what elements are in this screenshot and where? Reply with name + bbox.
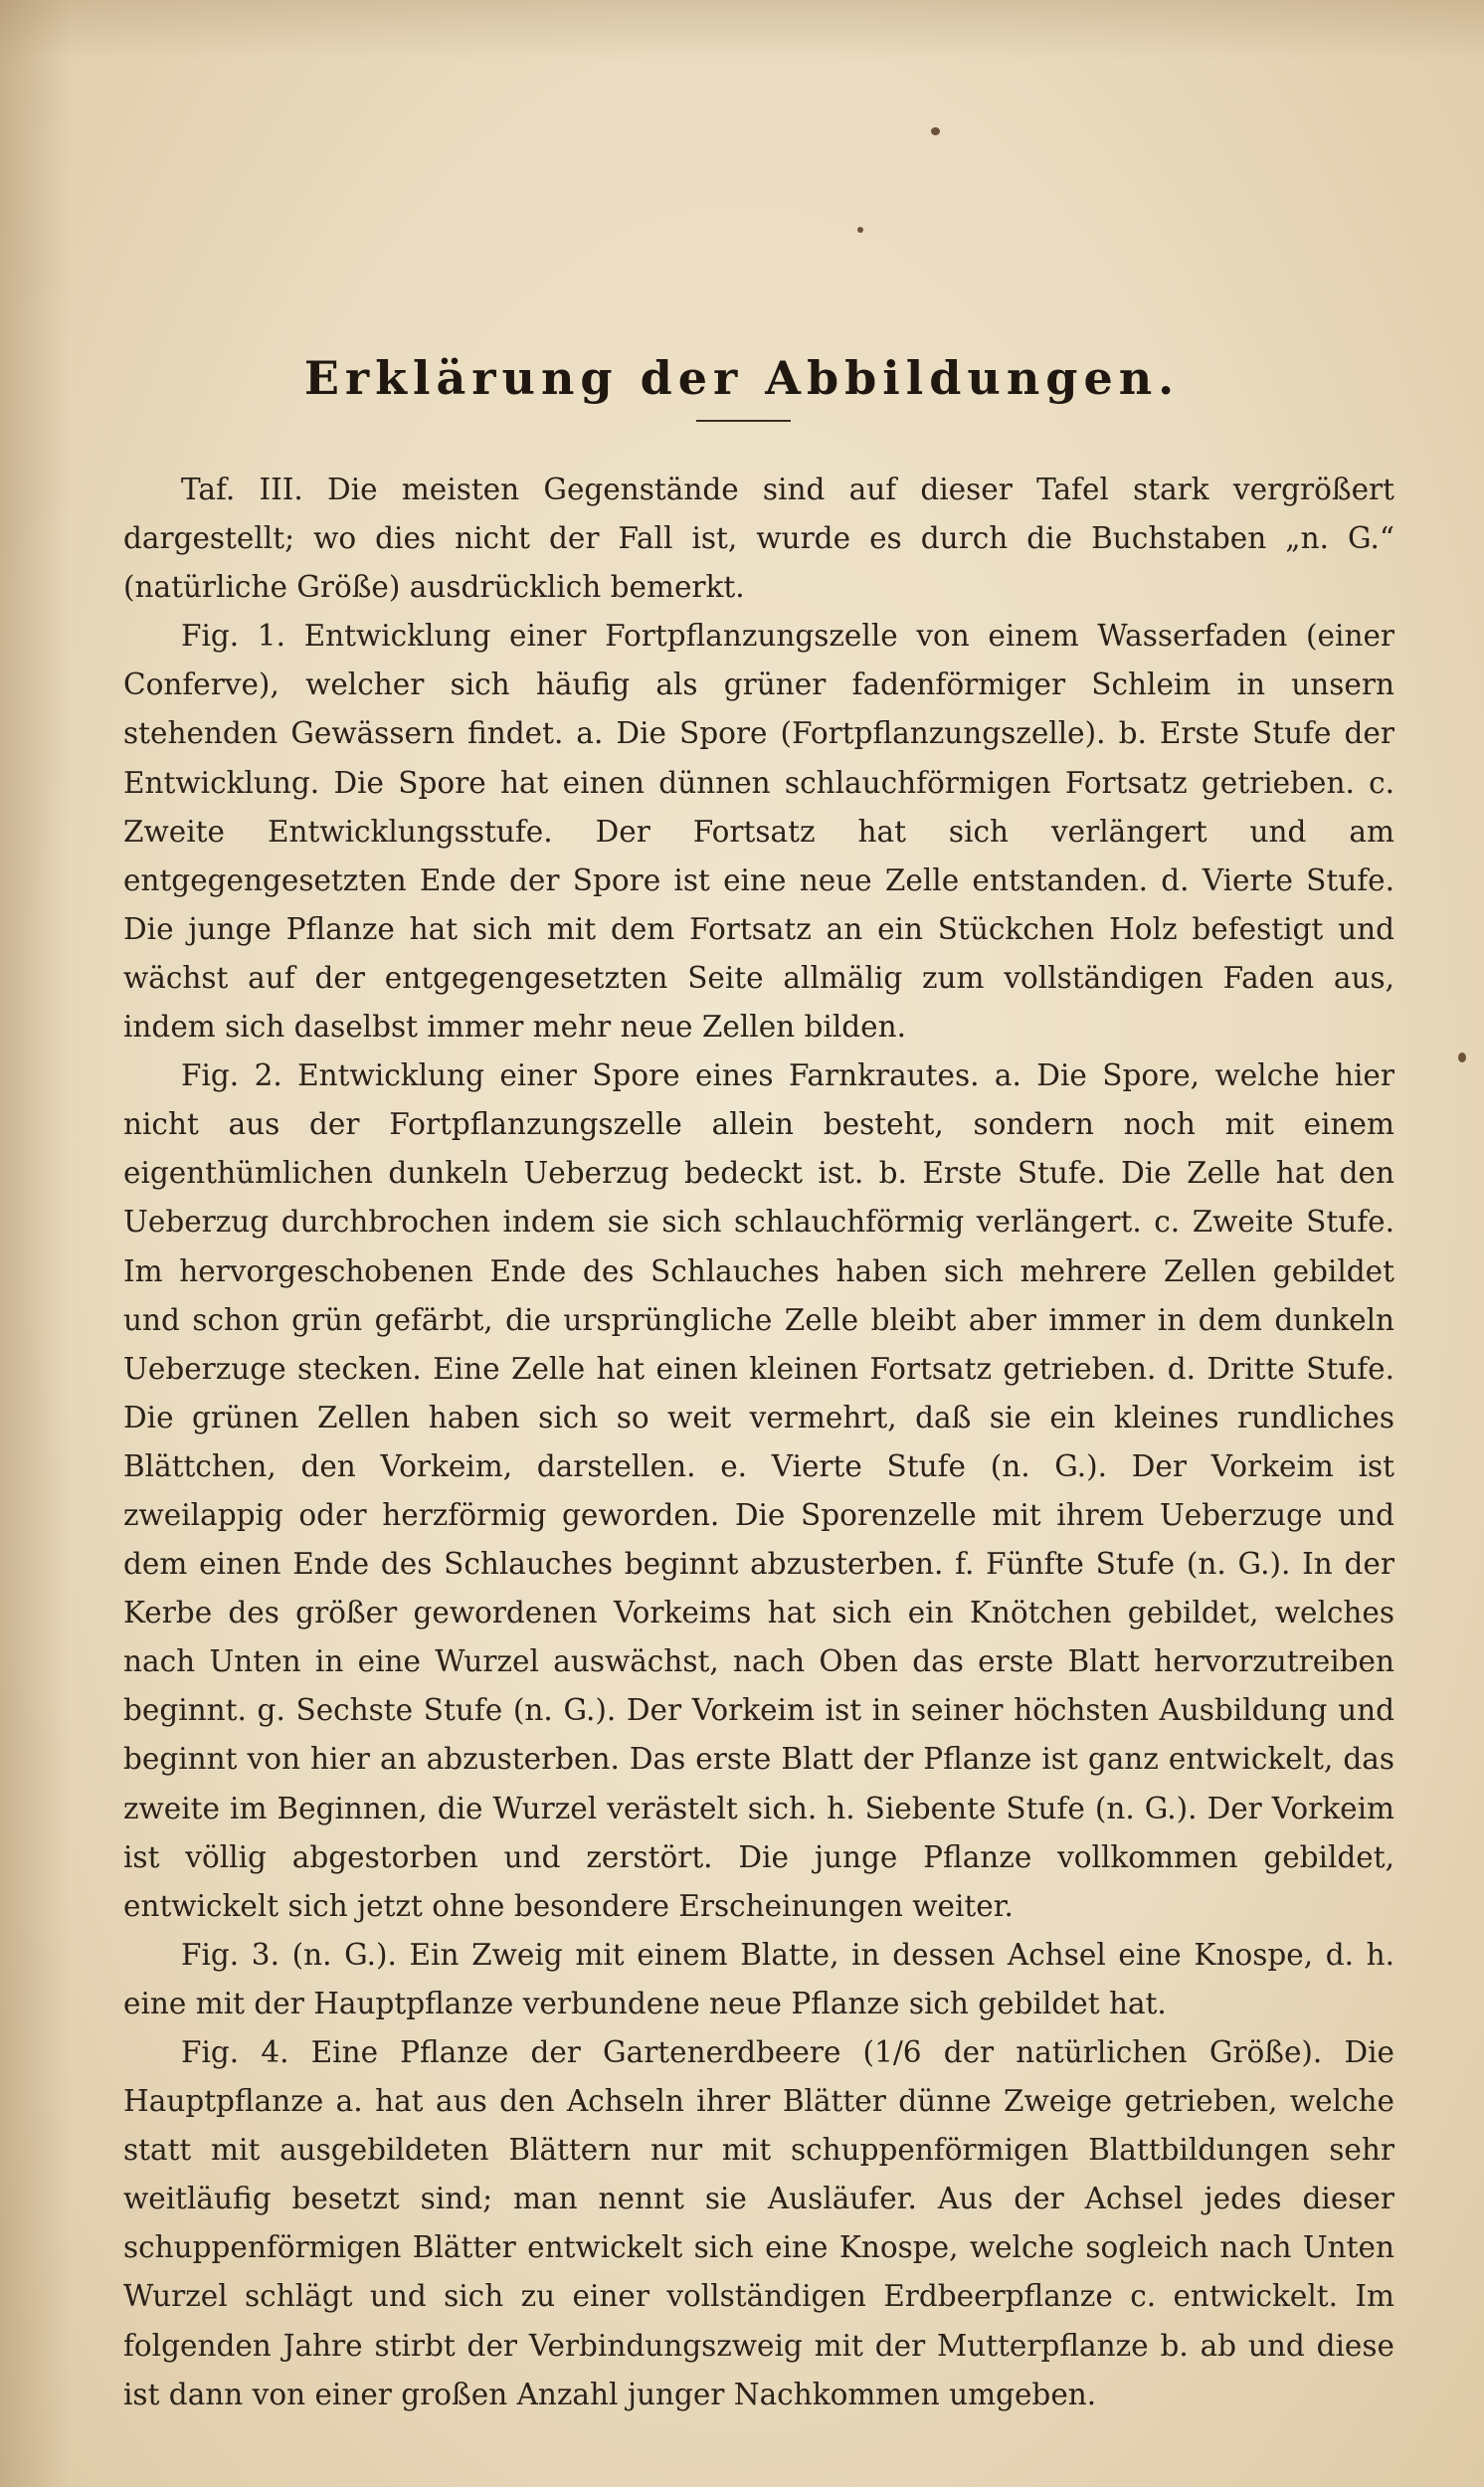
paragraph-fig-4: Fig. 4. Eine Pflanze der Gartenerdbeere (1/6 der natürlichen Größe). Die Hauptpflanze a. hat aus den Achseln ihrer Blätter dünne Zweige getrieben, welche statt mit ausgebildeten Blättern nur mit schuppenförmigen Blattbildungen sehr weitläufig besetzt sind; man nennt sie Ausläufer. Aus der Achsel jedes dieser schuppenförmigen Blätter entwickelt sich eine Knospe, welche sogleich nach Unten Wurzel schlägt und sich zu einer vollständigen Erdbeerpflanze c. entwickelt. Im folgenden Jahre stirbt der Verbindungszweig mit der Mutterpflanze b. ab und diese ist dann von einer großen Anzahl junger Nachkommen umgeben. (123, 2035, 1394, 2411)
paragraph-fig-2: Fig. 2. Entwicklung einer Spore eines Farnkrautes. a. Die Spore, welche hier nicht aus der Fortpflanzungszelle allein besteht, sondern noch mit einem eigenthümlichen dunkeln Ueberzug bedeckt ist. b. Erste Stufe. Die Zelle hat den Ueberzug durchbrochen indem sie sich schlauchförmig verlängert. c. Zweite Stufe. Im hervorgeschobenen Ende des Schlauches haben sich mehrere Zellen gebildet und schon grün gefärbt, die ursprüngliche Zelle bleibt aber immer in dem dunkeln Ueberzuge stecken. Eine Zelle hat einen kleinen Fortsatz getrieben. d. Dritte Stufe. Die grünen Zellen haben sich so weit vermehrt, daß sie ein kleines rundliches Blättchen, den Vorkeim, darstellen. e. Vierte Stufe (n. G.). Der Vorkeim ist zweilappig oder herzförmig geworden. Die Sporenzelle mit ihrem Ueberzuge und dem einen Ende des Schlauches beginnt abzusterben. f. Fünfte Stufe (n. G.). In der Kerbe des größer gewordenen Vorkeims hat sich ein Knötchen gebildet, welches nach Unten in eine Wurzel auswächst, nach Oben das erste Blatt hervorzutreiben beginnt. g. Sechste Stufe (n. G.). Der Vorkeim ist in seiner höchsten Ausbildung und beginnt von hier an abzusterben. Das erste Blatt der Pflanze ist ganz entwickelt, das zweite im Beginnen, die Wurzel verästelt sich. h. Siebente Stufe (n. G.). Der Vorkeim ist völlig abgestorben und zerstört. Die junge Pflanze vollkommen gebildet, entwickelt sich jetzt ohne besondere Erscheinungen weiter. (123, 1058, 1394, 1923)
page-title: Erklärung der Abbildungen. (303, 350, 1181, 405)
ink-speck (931, 127, 940, 135)
ink-speck (1458, 1052, 1466, 1062)
paragraph-fig-1: Fig. 1. Entwicklung einer Fortpflanzungszelle von einem Wasserfaden (einer Conferve), welcher sich häufig als grüner fadenförmiger Schleim in unsern stehenden Gewässern findet. a. Die Spore (Fortpflanzungszelle). b. Erste Stufe der Entwicklung. Die Spore hat einen dünnen schlauchförmigen Fortsatz getrieben. c. Zweite Entwicklungsstufe. Der Fortsatz hat sich verlängert und am entgegengesetzten Ende der Spore ist eine neue Zelle entstanden. d. Vierte Stufe. Die junge Pflanze hat sich mit dem Fortsatz an ein Stückchen Holz befestigt und wächst auf der entgegengesetzten Seite allmälig zum vollständigen Faden aus, indem sich daselbst immer mehr neue Zellen bilden. (123, 619, 1394, 1045)
paragraph-fig-3: Fig. 3. (n. G.). Ein Zweig mit einem Blatte, in dessen Achsel eine Knospe, d. h. eine mit der Hauptpflanze verbundene neue Pflanze sich gebildet hat. (123, 1937, 1394, 2020)
page-shadow-top (0, 0, 1484, 60)
body-text (123, 466, 1394, 2419)
ink-speck (857, 227, 863, 233)
title-divider (696, 420, 791, 422)
paragraph-taf-iii: Taf. III. Die meisten Gegenstände sind auf dieser Tafel stark vergrößert dargestellt; wo dies nicht der Fall ist, wurde es durch die Buchstaben „n. G.“ (natürliche Größe) ausdrücklich bemerkt. (123, 473, 1394, 605)
